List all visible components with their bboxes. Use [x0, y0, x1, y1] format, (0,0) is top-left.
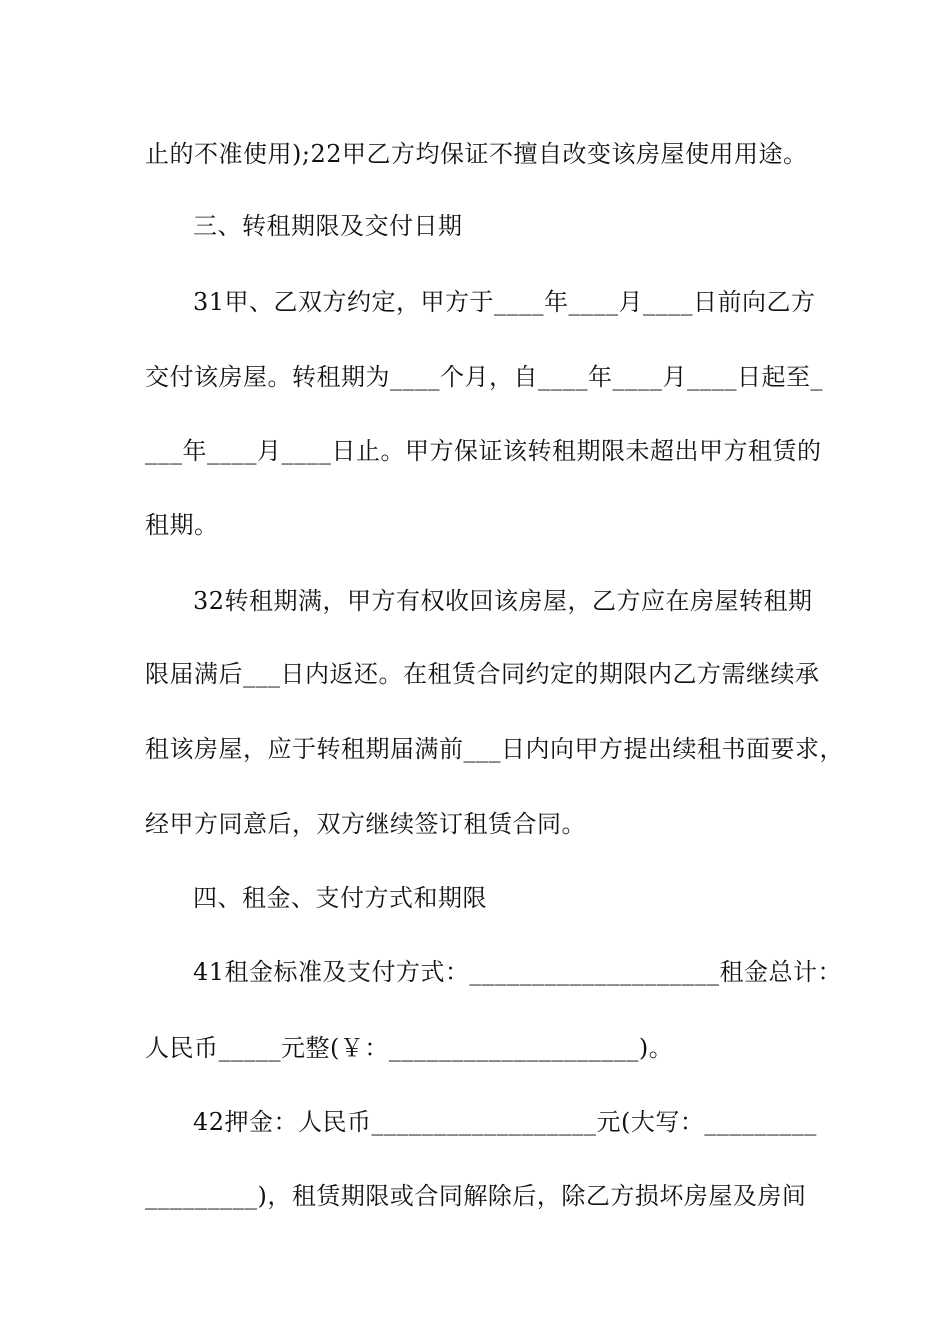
paragraph-line: _________)，租赁期限或合同解除后，除乙方损坏房屋及房间: [145, 1182, 807, 1210]
paragraph-line: 交付该房屋。转租期为____个月，自____年____月____日起至_: [145, 363, 823, 391]
section-heading-4: 四、租金、支付方式和期限: [193, 884, 487, 912]
paragraph-line: 经甲方同意后，双方继续签订租赁合同。: [145, 810, 586, 838]
paragraph-line: 42押金：人民币__________________元(大写：_________: [193, 1108, 817, 1136]
section-heading-3: 三、转租期限及交付日期: [193, 212, 463, 240]
paragraph-line: 31甲、乙双方约定，甲方于____年____月____日前向乙方: [193, 288, 816, 316]
paragraph-line: 32转租期满，甲方有权收回该房屋，乙方应在房屋转租期: [193, 587, 813, 615]
paragraph-line: 限届满后___日内返还。在租赁合同约定的期限内乙方需继续承: [145, 660, 820, 688]
paragraph-line: 租该房屋，应于转租期届满前___日内向甲方提出续租书面要求，: [145, 735, 844, 763]
paragraph-line: ___年____月____日止。甲方保证该转租期限未超出甲方租赁的: [145, 437, 822, 465]
paragraph-line: 止的不准使用);22甲乙方均保证不擅自改变该房屋使用用途。: [145, 140, 808, 168]
paragraph-line: 租期。: [145, 511, 219, 539]
paragraph-line: 41租金标准及支付方式：____________________租金总计：: [193, 958, 843, 986]
paragraph-line: 人民币_____元整(￥：____________________)。: [145, 1034, 674, 1062]
